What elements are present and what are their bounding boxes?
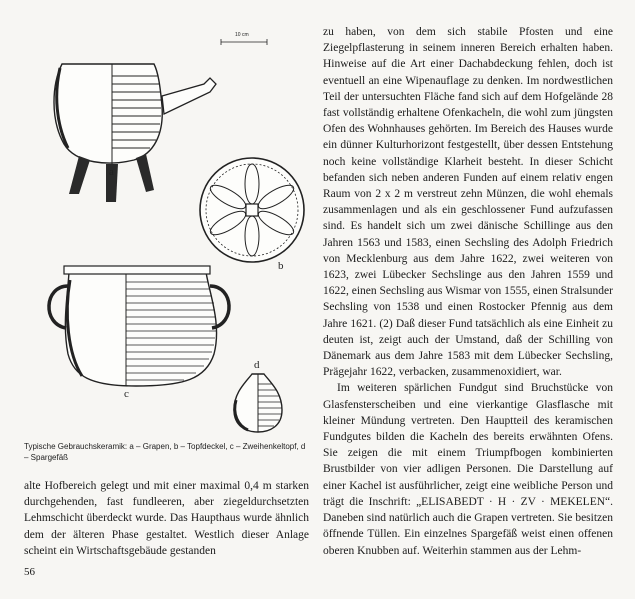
scale-label: 10 cm xyxy=(235,32,249,38)
page-number: 56 xyxy=(24,566,35,578)
scale-bar xyxy=(221,39,267,45)
zweihenkeltopf-drawing xyxy=(49,266,229,386)
figure-label-b: b xyxy=(278,260,284,272)
right-column xyxy=(323,24,613,559)
left-column-text: alte Hofbereich gelegt und mit einer maximal 0,4 m starken durchgehenden, fast fundleeren, aber ziegeldurchsetzten Lehmschicht überdeckt wurde. Das Haupthaus wurde ähnlich dem der älteren Phase gestaltet. Westlich dieser Anlage scheint ein Wirtschaftsgebäude gestanden xyxy=(24,480,309,557)
spargefaess-drawing xyxy=(234,374,282,432)
figure-label-d: d xyxy=(254,359,260,371)
figure-label-a: a xyxy=(109,166,114,178)
figure-caption: Typische Gebrauchskeramik: a – Grapen, b – Topfdeckel, c – Zweihenkeltopf, d – Spargefäß xyxy=(24,442,306,462)
right-column-paragraph-1: zu haben, von dem sich stabile Pfosten und eine Ziegelpflasterung in seinem inneren Bereich erhalten haben. Hinweise auf die Art einer Dachabdeckung fehlen, doch ist eventuell an eine Wipenauflage zu denken. Im nordwestlichen Teil der untersuchten Fläche fand sich auf dem Hofgelände 28 fast vollständig erhaltene Ofenkacheln, die wohl zum jüngsten Ofen des Wohnhauses gehörten. Im Bereich des Hauses wurde ein dünner Kulturhorizont festgestellt, über dessen Entstehung noch keine vollständige Klarheit besteht. In dieser Schicht befanden sich neben anderen Funden auf einem relativ engen Raum von 2 x 2 m verstreut zehn Münzen, die wohl ehemals zusammenlagen und als ein geschlossener Fund aufzufassen sind. Es handelt sich um zwei dänische Schillinge aus den Jahren 1563 und 1583, einen Sechsling des Adolph Friedrich von Mecklenburg aus dem Jahre 1622, zwei weiteren von 1623, zwei Lübecker Sechslinge aus den Jahren 1559 und 1622, einen Sechsling aus Wismar von 1555, einen Stralsunder Sechsling von 1538 und einen Rostocker Pfennig aus dem Jahre 1621. (2) Daß dieser Fund tatsächlich als eine Einheit zu deuten ist, zeigt auch der Umstand, daß der Schilling von Dänemark aus dem Jahre 1583 mit dem Lübecker Sechsling, Prägejahr 1622, verbacken, zusammenoxidiert, war. xyxy=(323,26,613,379)
grapen-drawing xyxy=(54,64,216,202)
pottery-figure xyxy=(24,24,309,434)
figure-label-c: c xyxy=(124,388,129,400)
right-column-paragraph-2: Im weiteren spärlichen Fundgut sind Bruchstücke von Glasfensterscheiben und eine vierkantige Glasflasche mit kleiner Mündung vertreten. Den Hauptteil des keramischen Fundgutes bilden die Kacheln des bereits erwähnten Ofens. Sie zeigen die mit einem Triumpfbogen kombinierten Brustbilder von vier adligen Personen. Die Darstellung auf einer Kachel ist ausführlicher, zeigt eine weibliche Person und trägt die Inschrift: „ELISABEDT · H · ZV · MEKELEN“. Daneben sind natürlich auch die Grapen vertreten. Sie besitzen öffnende Tüllen. Ein einzelnes Spargefäß weist einen offenen oberen Knubben auf. Weiterhin stammen aus der Lehm- xyxy=(323,382,613,557)
pottery-drawings xyxy=(24,24,309,434)
topfdeckel-drawing xyxy=(200,158,304,262)
